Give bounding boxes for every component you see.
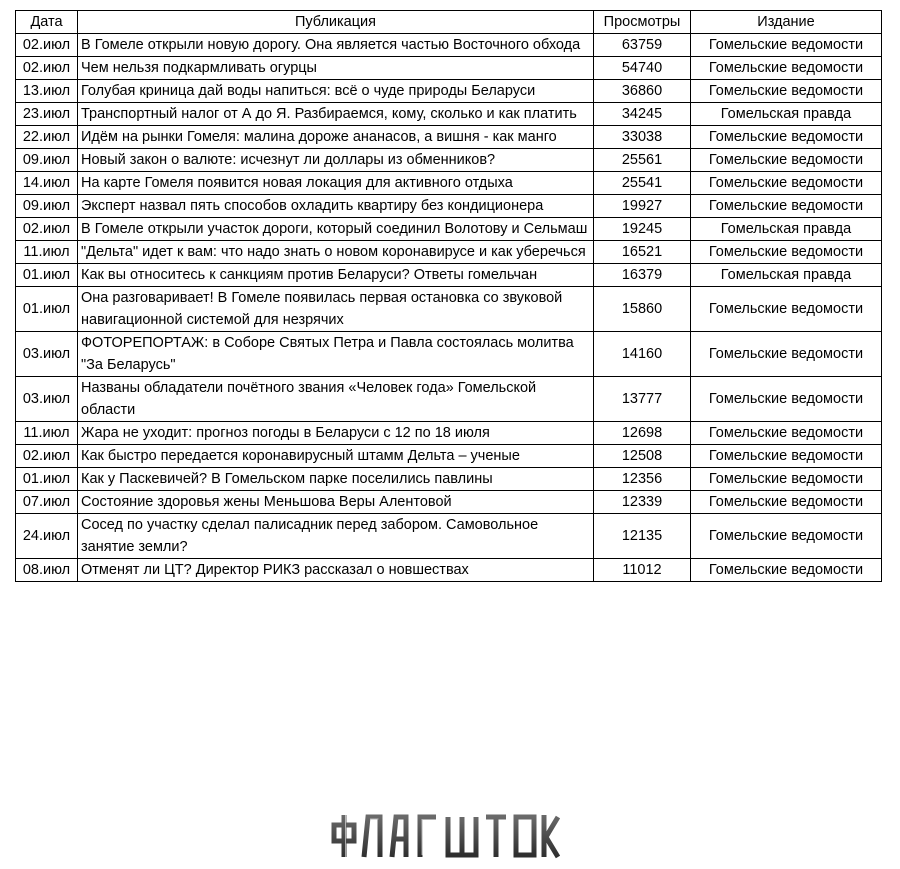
table-row [16,149,882,172]
cell-date: 08.июл [16,559,78,582]
cell-title: Жара не уходит: прогноз погоды в Беларуси с 12 по 18 июля [78,422,594,445]
cell-date: 09.июл [16,149,78,172]
cell-outlet: Гомельские ведомости [691,241,882,264]
cell-outlet: Гомельские ведомости [691,126,882,149]
table-row [16,172,882,195]
table-body [16,34,882,582]
cell-views: 33038 [594,126,691,149]
cell-views: 13777 [594,377,691,422]
cell-outlet: Гомельские ведомости [691,445,882,468]
cell-date: 11.июл [16,422,78,445]
cell-views: 16521 [594,241,691,264]
cell-date: 03.июл [16,377,78,422]
table-row [16,241,882,264]
table-row [16,195,882,218]
cell-date: 02.июл [16,34,78,57]
cell-date: 09.июл [16,195,78,218]
cell-views: 36860 [594,80,691,103]
table-row [16,377,882,422]
cell-title: Голубая криница дай воды напиться: всё о чуде природы Беларуси [78,80,594,103]
table-row [16,468,882,491]
cell-title: Транспортный налог от А до Я. Разбираемся, кому, сколько и как платить [78,103,594,126]
cell-views: 14160 [594,332,691,377]
column-header-views: Просмотры [594,11,691,34]
cell-outlet: Гомельские ведомости [691,172,882,195]
cell-title: "Дельта" идет к вам: что надо знать о новом коронавирусе и как уберечься [78,241,594,264]
cell-date: 11.июл [16,241,78,264]
cell-title: В Гомеле открыли участок дороги, который соединил Волотову и Сельмаш [78,218,594,241]
cell-outlet: Гомельские ведомости [691,332,882,377]
table-row [16,287,882,332]
cell-outlet: Гомельские ведомости [691,559,882,582]
cell-views: 25561 [594,149,691,172]
cell-views: 12356 [594,468,691,491]
table-row [16,103,882,126]
cell-title: Чем нельзя подкармливать огурцы [78,57,594,80]
cell-date: 02.июл [16,218,78,241]
cell-views: 19927 [594,195,691,218]
cell-title: Эксперт назвал пять способов охладить квартиру без кондиционера [78,195,594,218]
cell-outlet: Гомельская правда [691,264,882,287]
cell-title: Как вы относитесь к санкциям против Беларуси? Ответы гомельчан [78,264,594,287]
publications-table [15,10,882,582]
cell-date: 22.июл [16,126,78,149]
cell-title: Она разговаривает! В Гомеле появилась первая остановка со звуковой навигационной системой для незрячих [78,287,594,332]
cell-date: 24.июл [16,514,78,559]
cell-title: Состояние здоровья жены Меньшова Веры Алентовой [78,491,594,514]
cell-date: 13.июл [16,80,78,103]
table-row [16,332,882,377]
cell-views: 63759 [594,34,691,57]
cell-views: 34245 [594,103,691,126]
cell-outlet: Гомельские ведомости [691,195,882,218]
cell-views: 19245 [594,218,691,241]
table-row [16,559,882,582]
table-row [16,422,882,445]
cell-outlet: Гомельские ведомости [691,514,882,559]
cell-title: Идём на рынки Гомеля: малина дороже ананасов, а вишня - как манго [78,126,594,149]
table-row [16,491,882,514]
cell-title: В Гомеле открыли новую дорогу. Она является частью Восточного обхода [78,34,594,57]
cell-date: 23.июл [16,103,78,126]
cell-title: Отменят ли ЦТ? Директор РИКЗ рассказал о новшествах [78,559,594,582]
cell-views: 12135 [594,514,691,559]
column-header-date: Дата [16,11,78,34]
cell-views: 16379 [594,264,691,287]
cell-outlet: Гомельские ведомости [691,491,882,514]
cell-date: 01.июл [16,287,78,332]
cell-title: ФОТОРЕПОРТАЖ: в Соборе Святых Петра и Павла состоялась молитва "За Беларусь" [78,332,594,377]
cell-views: 12339 [594,491,691,514]
cell-title: Как быстро передается коронавирусный штамм Дельта – ученые [78,445,594,468]
table-row [16,34,882,57]
cell-views: 25541 [594,172,691,195]
cell-outlet: Гомельские ведомости [691,57,882,80]
cell-outlet: Гомельские ведомости [691,80,882,103]
cell-views: 54740 [594,57,691,80]
cell-views: 12508 [594,445,691,468]
table-row [16,514,882,559]
cell-outlet: Гомельская правда [691,103,882,126]
table-row [16,80,882,103]
cell-date: 14.июл [16,172,78,195]
flagshtok-logo [330,811,560,861]
cell-title: Названы обладатели почётного звания «Человек года» Гомельской области [78,377,594,422]
table-row [16,264,882,287]
column-header-title: Публикация [78,11,594,34]
cell-outlet: Гомельские ведомости [691,468,882,491]
cell-outlet: Гомельские ведомости [691,377,882,422]
cell-outlet: Гомельские ведомости [691,422,882,445]
cell-title: На карте Гомеля появится новая локация для активного отдыха [78,172,594,195]
cell-title: Как у Паскевичей? В Гомельском парке поселились павлины [78,468,594,491]
cell-outlet: Гомельские ведомости [691,149,882,172]
cell-date: 01.июл [16,264,78,287]
table-row [16,218,882,241]
cell-date: 01.июл [16,468,78,491]
table-row [16,445,882,468]
cell-date: 07.июл [16,491,78,514]
cell-title: Новый закон о валюте: исчезнут ли доллары из обменников? [78,149,594,172]
table-header-row [16,11,882,34]
table-row [16,126,882,149]
column-header-outlet: Издание [691,11,882,34]
cell-title: Сосед по участку сделал палисадник перед забором. Самовольное занятие земли? [78,514,594,559]
cell-date: 02.июл [16,57,78,80]
cell-outlet: Гомельская правда [691,218,882,241]
cell-date: 03.июл [16,332,78,377]
cell-views: 15860 [594,287,691,332]
cell-outlet: Гомельские ведомости [691,287,882,332]
cell-views: 11012 [594,559,691,582]
cell-outlet: Гомельские ведомости [691,34,882,57]
cell-views: 12698 [594,422,691,445]
cell-date: 02.июл [16,445,78,468]
table-row [16,57,882,80]
